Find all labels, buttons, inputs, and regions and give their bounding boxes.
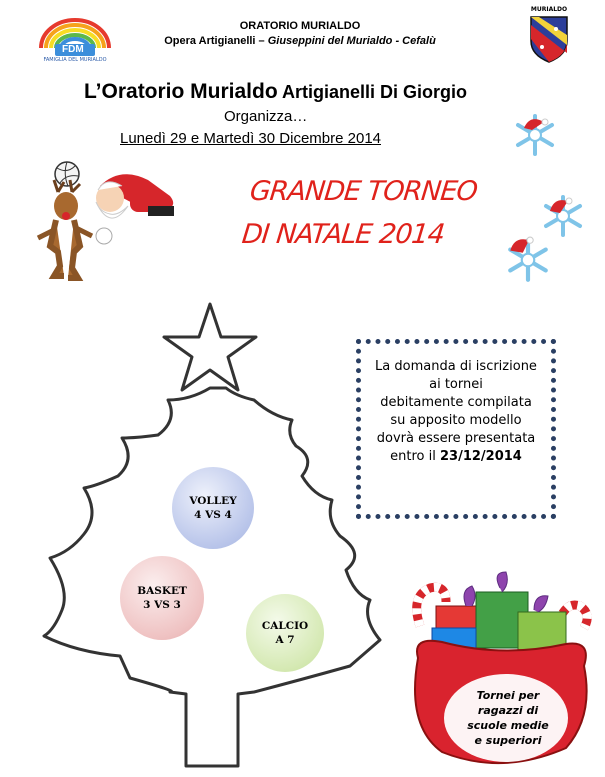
notice-deadline-line: entro il 23/12/2014 — [390, 449, 522, 464]
bag-line: scuole medie — [467, 719, 549, 732]
notice-line: su apposito modello — [390, 413, 522, 428]
deadline-date: 23/12/2014 — [439, 449, 522, 464]
volley-name: VOLLEY — [189, 495, 237, 507]
calcio-ornament — [246, 594, 324, 672]
notice-line: dovrà essere presentata — [376, 431, 536, 446]
headline-line1: GRANDE TORNEO — [248, 176, 479, 207]
calcio-format: A 7 — [275, 634, 295, 646]
event-dates: Lunedì 29 e Martedì 30 Dicembre 2014 — [120, 130, 381, 147]
coat-of-arms-icon — [529, 15, 569, 63]
basket-ornament — [120, 556, 204, 640]
santa-reindeer-illustration — [30, 156, 182, 286]
snowflake-santa-hat-icon — [540, 193, 586, 239]
basket-name: BASKET — [137, 585, 187, 597]
notice-line: La domanda di iscrizione — [375, 359, 537, 374]
bag-label — [448, 688, 568, 748]
calcio-name: CALCIO — [261, 620, 309, 632]
registration-notice — [356, 339, 556, 519]
notice-line: debitamente compilata — [380, 395, 532, 410]
volleyball-icon — [55, 162, 79, 186]
fdm-logo — [33, 14, 117, 64]
header-text — [140, 18, 460, 49]
fdm-logo-text: FDM — [62, 44, 84, 55]
bag-line: e superiori — [474, 734, 542, 747]
oratorio-name: ORATORIO MURIALDO — [239, 20, 361, 32]
snowflake-santa-hat-icon — [512, 112, 558, 158]
crest-caption: MURIALDO — [530, 6, 568, 13]
headline-line2: DI NATALE 2014 — [240, 219, 446, 250]
notice-line: ai tornei — [429, 377, 483, 392]
fdm-logo-caption: FAMIGLIA DEL MURIALDO — [43, 57, 107, 63]
oratorio-subtitle: Opera Artigianelli – Giuseppini del Murialdo - Cefalù — [164, 35, 436, 47]
murialdo-crest — [526, 6, 572, 64]
volley-format: 4 VS 4 — [194, 509, 232, 521]
reindeer-icon — [38, 180, 92, 278]
volley-ornament — [172, 467, 254, 549]
santa-icon — [96, 174, 174, 244]
bag-line: Tornei per — [476, 689, 540, 702]
bag-line: ragazzi di — [477, 704, 539, 717]
page-title: L’Oratorio Murialdo Artigianelli Di Giorgio — [84, 80, 468, 103]
snowflake-santa-hat-icon — [504, 236, 552, 284]
organizza-text: Organizza… — [224, 108, 308, 125]
basket-format: 3 VS 3 — [143, 599, 181, 611]
